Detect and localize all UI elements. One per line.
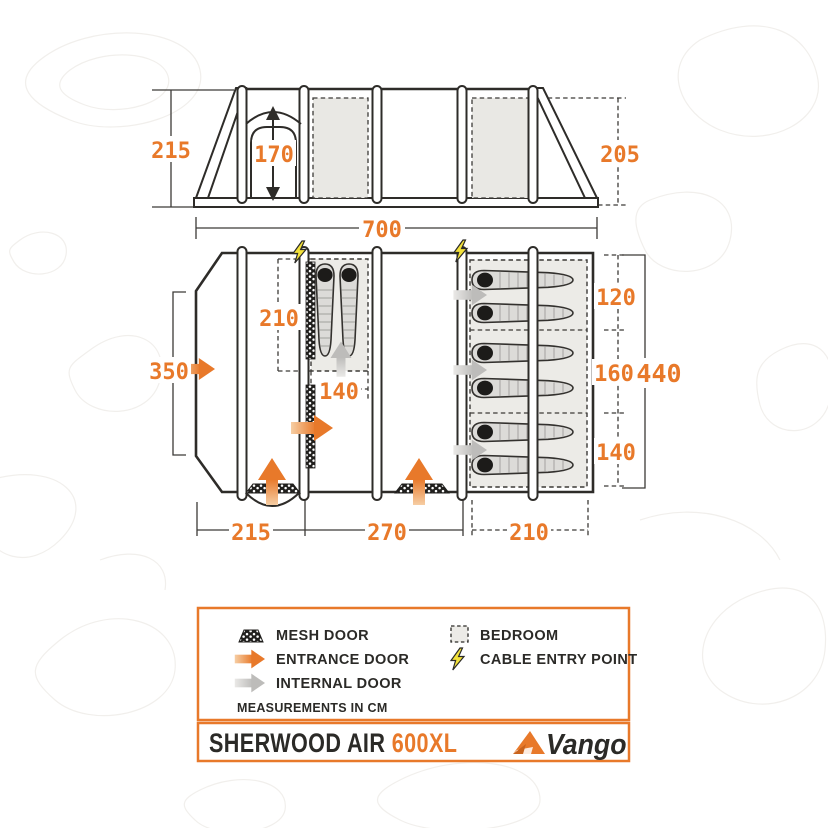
elevation-door-panel-1 (313, 98, 368, 198)
mesh-door-partition-upper (306, 262, 315, 359)
dim-section-porch: 215 (231, 521, 271, 546)
sleeping-bag (316, 264, 334, 356)
legend (198, 608, 637, 720)
legend-label-internal-door: INTERNAL DOOR (276, 676, 402, 692)
dim-section-living: 270 (367, 521, 407, 546)
elevation-door-panel-2 (472, 98, 529, 198)
bedroom-icon (451, 626, 468, 642)
dim-inner-width: 140 (319, 380, 359, 405)
product-model: 600XL (391, 728, 458, 759)
dim-pod-middle: 160 (594, 362, 634, 387)
sleeping-bag (472, 304, 573, 323)
sleeping-bag (472, 344, 573, 363)
legend-label-bedroom: BEDROOM (480, 628, 559, 644)
dim-total-length: 700 (362, 218, 402, 243)
legend-label-cable-entry: CABLE ENTRY POINT (480, 652, 638, 668)
sleeping-bag (472, 456, 573, 475)
tent-rear-slope (533, 88, 597, 198)
dim-side-height-rear: 205 (600, 143, 640, 168)
side-elevation (149, 86, 642, 243)
dim-bedroom-total: 440 (636, 359, 682, 388)
legend-note: MEASUREMENTS IN CM (237, 701, 388, 715)
entrance-door-arrow (258, 458, 286, 505)
legend-label-entrance-door: ENTRANCE DOOR (276, 652, 410, 668)
legend-label-mesh-door: MESH DOOR (276, 628, 370, 644)
dim-inner-depth: 210 (259, 307, 299, 332)
entrance-door-arrow (405, 458, 433, 505)
sleeping-bag (472, 423, 573, 442)
sleeping-bag (472, 379, 573, 398)
dim-front-width: 350 (149, 360, 189, 385)
floor-plan (147, 240, 684, 546)
dim-side-height-front: 215 (151, 139, 191, 164)
footer-bar (198, 723, 629, 761)
product-title (209, 729, 457, 759)
dim-pod-top: 120 (596, 286, 636, 311)
dim-section-bedroom: 210 (509, 521, 549, 546)
dim-door-height: 170 (254, 143, 294, 168)
sleeping-bag (472, 271, 573, 290)
sleeping-bag (340, 264, 358, 356)
product-name: SHERWOOD AIR (209, 728, 392, 759)
dim-pod-bottom: 140 (596, 441, 636, 466)
brand-name: Vango (546, 727, 627, 761)
